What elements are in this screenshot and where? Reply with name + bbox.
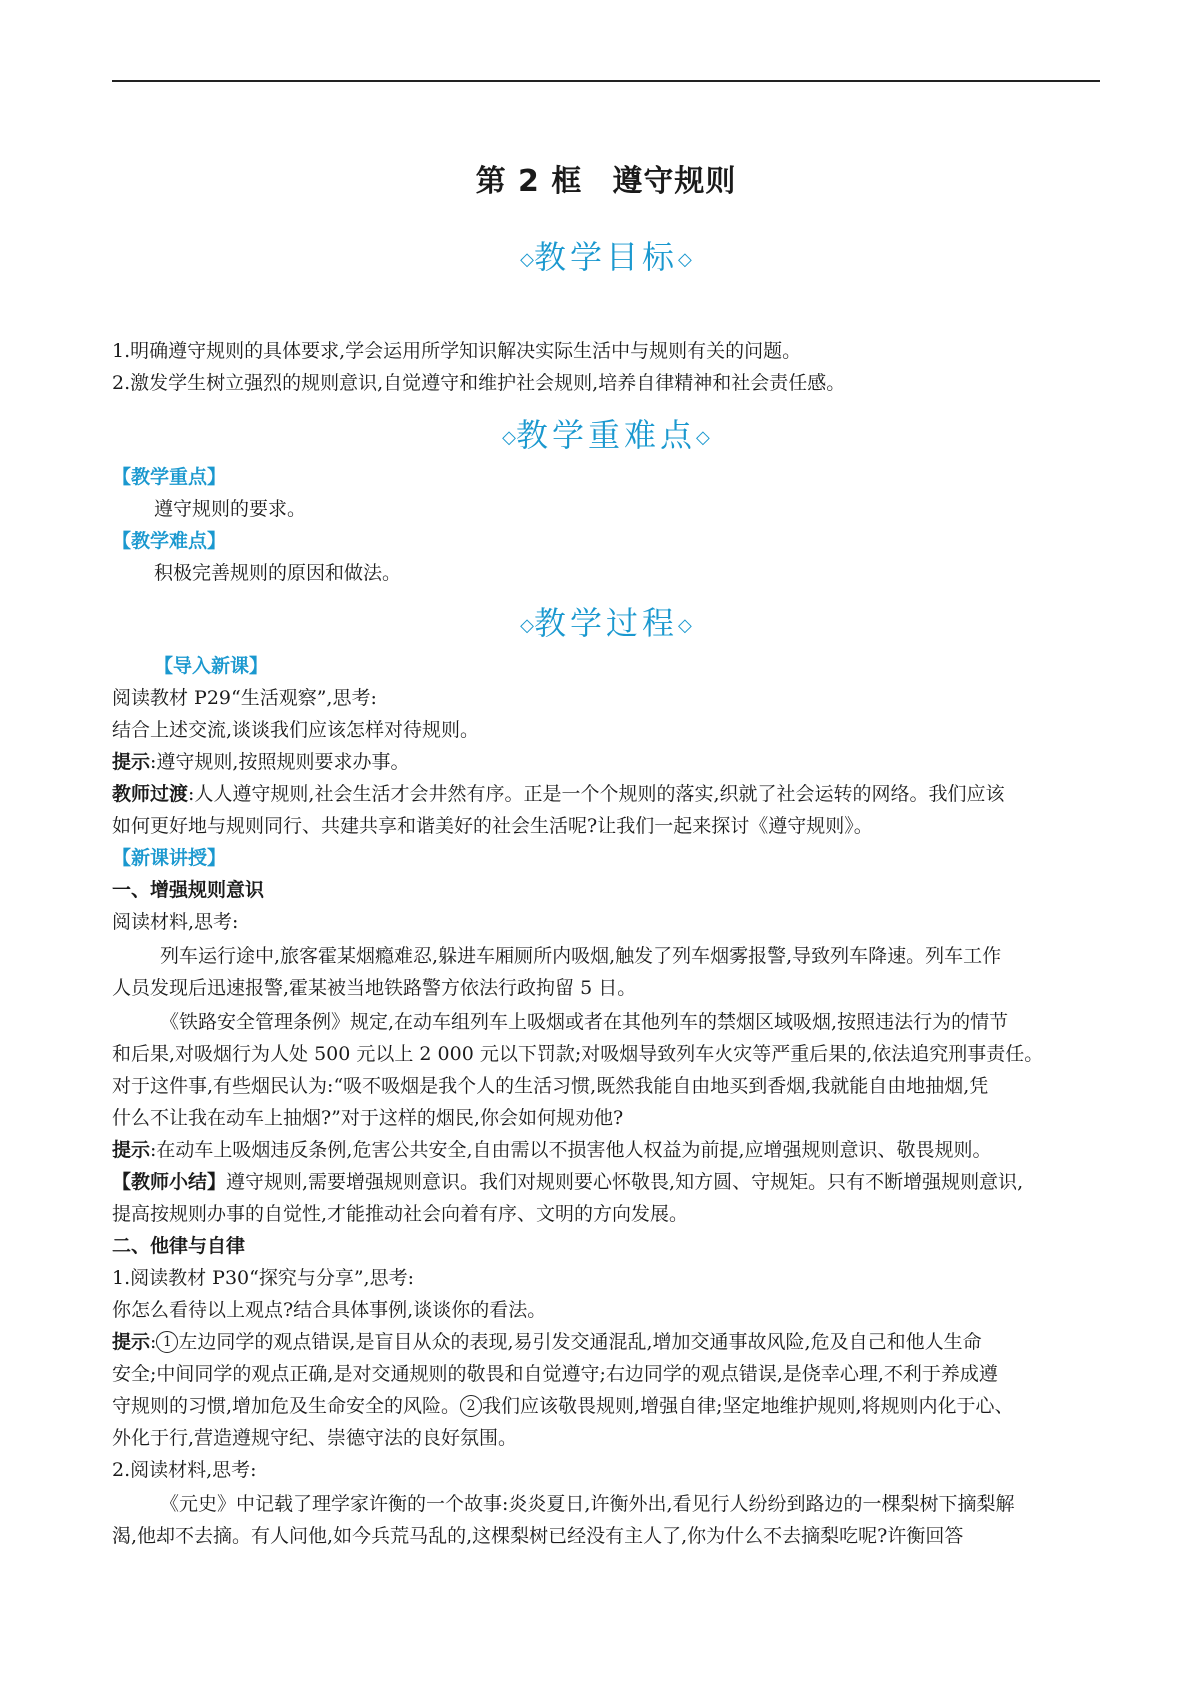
part1-title: 一、增强规则意识	[112, 879, 265, 901]
difficulty-text: 积极完善规则的原因和做法。	[154, 562, 402, 584]
goal-item: 1.明确遵守规则的具体要求,学会运用所学知识解决实际生活中与规则有关的问题。	[112, 340, 802, 362]
hint-text: 提示:在动车上吸烟违反条例,危害公共安全,自由需以不损害他人权益为前提,应增强规则意识、敬畏规则。	[112, 1139, 992, 1161]
difficulty-tag: 【教学难点】	[112, 530, 227, 552]
story-text: 《元史》中记载了理学家许衡的一个故事:炎炎夏日,许衡外出,看见行人纷纷到路边的一棵梨树下摘梨解	[160, 1493, 1015, 1515]
intro-tag: 【导入新课】	[154, 655, 269, 677]
question-text: 什么不让我在动车上抽烟?”对于这样的烟民,你会如何规劝他?	[112, 1107, 624, 1129]
teacher-summary: 【教师小结】遵守规则,需要增强规则意识。我们对规则要心怀敬畏,知方圆、守规矩。只有不断增强规则意识,	[112, 1171, 1024, 1193]
intro-read: 阅读教材 P29“生活观察”,思考:	[112, 687, 377, 709]
hint-text: 守规则的习惯,增加危及生命安全的风险。 2 我们应该敬畏规则,增强自律;坚定地维护规则,将规则内化于心、	[112, 1395, 1014, 1417]
hint-text: 外化于行,营造遵规守纪、崇德守法的良好氛围。	[112, 1427, 518, 1449]
story-text: 渴,他却不去摘。有人问他,如今兵荒马乱的,这棵梨树已经没有主人了,你为什么不去摘梨吃呢?许衡回答	[112, 1525, 964, 1547]
part2-read: 1.阅读教材 P30“探究与分享”,思考:	[112, 1267, 414, 1289]
material-text: 《铁路安全管理条例》规定,在动车组列车上吸烟或者在其他列车的禁烟区域吸烟,按照违法行为的情节	[160, 1011, 1009, 1033]
section-goals-heading: ◇教学目标◇	[520, 238, 692, 276]
part2-title: 二、他律与自律	[112, 1235, 246, 1257]
intro-transition: 教师过渡:人人遵守规则,社会生活才会井然有序。正是一个个规则的落实,织就了社会运转的网络。我们应该	[112, 783, 1005, 805]
teacher-summary-cont: 提高按规则办事的自觉性,才能推动社会向着有序、文明的方向发展。	[112, 1203, 689, 1225]
diamond-icon: ◇	[502, 427, 516, 448]
focus-tag: 【教学重点】	[112, 466, 227, 488]
diamond-icon: ◇	[678, 249, 692, 270]
diamond-icon: ◇	[520, 615, 534, 636]
part2-read: 2.阅读材料,思考:	[112, 1459, 257, 1481]
question-text: 对于这件事,有些烟民认为:“吸不吸烟是我个人的生活习惯,既然我能自由地买到香烟,我就能自由地抽烟,凭	[112, 1075, 989, 1097]
intro-transition-cont: 如何更好地与规则同行、共建共享和谐美好的社会生活呢?让我们一起来探讨《遵守规则》。	[112, 815, 873, 837]
circled-number: 1	[156, 1331, 178, 1353]
header-rule	[112, 80, 1100, 82]
goal-item: 2.激发学生树立强烈的规则意识,自觉遵守和维护社会规则,培养自律精神和社会责任感。	[112, 372, 846, 394]
lesson-name: 遵守规则	[612, 164, 737, 199]
diamond-icon: ◇	[520, 249, 534, 270]
section-process-heading: ◇教学过程◇	[520, 604, 692, 642]
circled-number: 2	[460, 1395, 482, 1417]
frame-number: 第 2 框	[475, 164, 583, 199]
diamond-icon: ◇	[678, 615, 692, 636]
material-text: 人员发现后迅速报警,霍某被当地铁路警方依法行政拘留 5 日。	[112, 977, 637, 999]
intro-hint: 提示:遵守规则,按照规则要求办事。	[112, 751, 410, 773]
focus-text: 遵守规则的要求。	[154, 498, 307, 520]
material-text: 列车运行途中,旅客霍某烟瘾难忍,躲进车厢厕所内吸烟,触发了列车烟雾报警,导致列车降速。列车工作	[160, 945, 1002, 967]
material-text: 和后果,对吸烟行为人处 500 元以上 2 000 元以下罚款;对吸烟导致列车火灾等严重后果的,依法追究刑事责任。	[112, 1043, 1044, 1065]
new-lesson-tag: 【新课讲授】	[112, 847, 227, 869]
hint-text: 安全;中间同学的观点正确,是对交通规则的敬畏和自觉遵守;右边同学的观点错误,是侥幸心理,不利于养成遵	[112, 1363, 998, 1385]
page-title	[112, 156, 1100, 200]
diamond-icon: ◇	[696, 427, 710, 448]
intro-question: 结合上述交流,谈谈我们应该怎样对待规则。	[112, 719, 480, 741]
part2-question: 你怎么看待以上观点?结合具体事例,谈谈你的看法。	[112, 1299, 547, 1321]
part1-read: 阅读材料,思考:	[112, 911, 239, 933]
hint-text: 提示: 1 左边同学的观点错误,是盲目从众的表现,易引发交通混乱,增加交通事故风险,危及自己和他人生命	[112, 1331, 982, 1353]
section-keypoints-heading: ◇教学重难点◇	[502, 416, 710, 454]
